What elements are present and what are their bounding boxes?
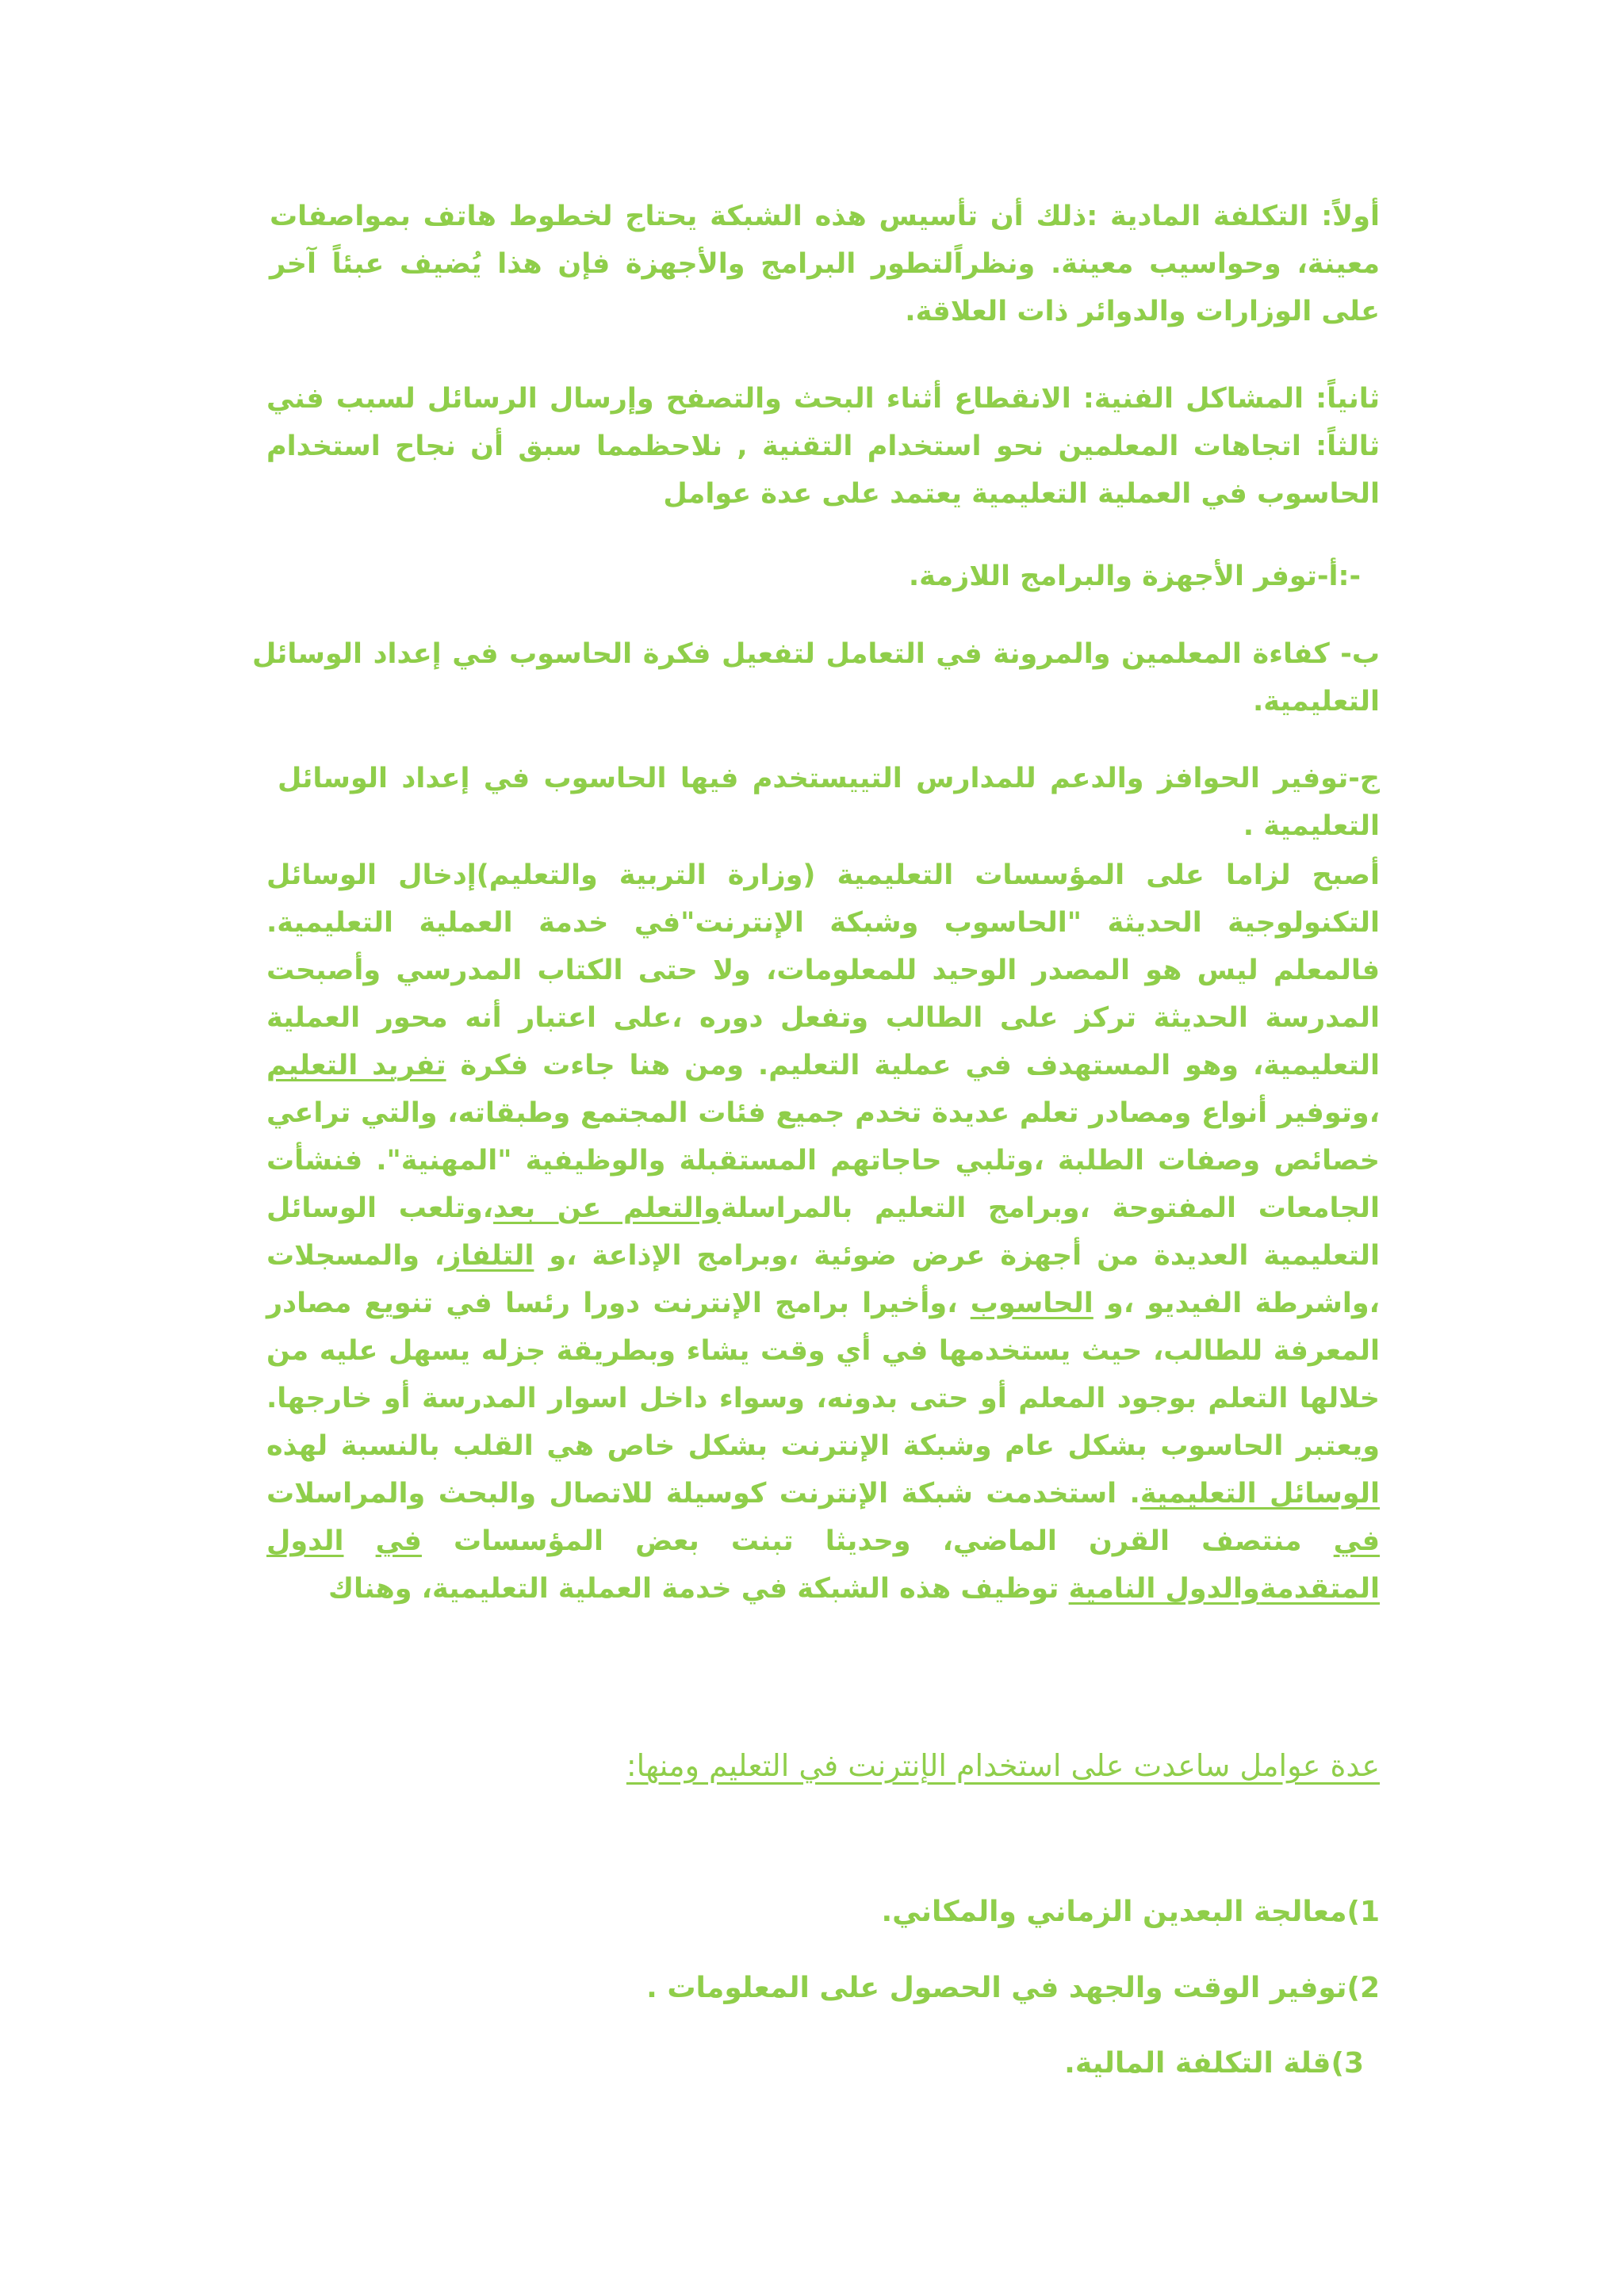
paragraph-technical-problems: ثانياً: المشاكل الفنية: الانقطاع أثناء البحث والتصفح وإرسال الرسائل لسبب فني ثالثاً: اتجاهات المعلمين نحو استخدام التقنية , نلاحظمما سبق أن نجاح استخدام الحاسوب في العملية التعليمية يعتمد على عدة عوامل [266,383,1380,510]
main-text-9: توظيف هذه الشبكة في خدمة العملية التعليمية، وهناك [327,1573,1069,1605]
point-a-devices: -:أ-توفر الأجهزة والبرامج اللازمة. [908,561,1361,592]
link-computer[interactable]: الحاسوب [970,1288,1094,1319]
main-text-2: ،وتوفير أنواع ومصادر تعلم عديدة تخدم جميع فئات المجتمع وطبقاته، والتي تراعي خصائص وصفات الطلبة ،وتلبي حاجاتهم المستقبلة والوظيفية "المهنية". فنشأت الجامعات المفتوحة ،وبرامج التعليم بالمراسلة [266,1097,1380,1224]
main-text-6: . استخدمت شبكة الإنترنت كوسيلة للاتصال والبحث والمراسلات [266,1478,1140,1510]
list-item-3: 3)قلة التكلفة المالية. [1064,2047,1364,2080]
point-c-incentives: ج-توفير الحوافز والدعم للمدارس التييستخدم فيها الحاسوب في إعداد الوسائل التعليمية . [278,763,1380,842]
link-in-1[interactable]: في [1333,1525,1380,1557]
link-individualized-learning[interactable]: تفريد التعليم [266,1050,446,1081]
factors-heading: عدة عوامل ساعدت على استخدام الإنترنت في التعليم ومنها: [626,1748,1380,1783]
link-television[interactable]: التلفاز [445,1240,534,1272]
link-developed-countries[interactable]: الدول المتقدمة [266,1525,1380,1605]
list-item-1: 1)معالجة البعدين الزماني والمكاني. [881,1896,1380,1928]
paragraph-material-cost: أولاً: التكلفة المادية :ذلك أن تأسيس هذه الشبكة يحتاج لخطوط هاتف بمواصفات معينة، وحواسيب معينة. ونظراًلتطور البرامج والأجهزة فإن هذا يُضيف عبئاً آخر على الوزارات والدوائر ذات العلاقة. [270,201,1380,327]
main-text-4: ، والمسجلات ،واشرطة الفيديو ،و [266,1240,1380,1319]
main-text-8 [343,1525,375,1557]
list-item-2: 2)توفير الوقت والجهد في الحصول على المعلومات . [646,1972,1380,2004]
main-text-3: ،وتلعب الوسائل التعليمية العديدة من أجهزة عرض ضوئية ،وبرامج الإذاعة ،و [266,1192,1380,1272]
main-text-5: ،وأخيرا برامج الإنترنت دورا رئسا في تنويع مصادر المعرفة للطالب، حيث يستخدمها في أي وقت يشاء وبطريقة جزله يسهل عليه من خلالها التعلم بوجود المعلم أو حتى بدونه، وسواء داخل اسوار المدرسة أو خارجها. ويعتبر الحاسوب بشكل عام وشبكة الإنترنت بشكل خاص هي القلب بالنسبة لهذه [266,1288,1380,1462]
main-paragraph [266,851,1380,1613]
link-distance-learning[interactable]: والتعلم عن بعد [493,1192,721,1224]
link-in-2[interactable]: في [375,1525,422,1557]
link-developing-countries[interactable]: والدول النامية [1068,1573,1260,1605]
point-b-teacher-efficiency: ب- كفاءة المعلمين والمرونة في التعامل لتفعيل فكرة الحاسوب في إعداد الوسائل التعليمية. [252,638,1380,718]
main-text-1: أصبح لزاما على المؤسسات التعليمية (وزارة التربية والتعليم)إدخال الوسائل التكنولوجية الحديثة "الحاسوب وشبكة الإنترنت"في خدمة العملية التعليمية. فالمعلم ليس هو المصدر الوحيد للمعلومات، ولا حتى الكتاب المدرسي وأصبحت المدرسة الحديثة تركز على الطالب وتفعل دوره ،على اعتبار أنه محور العملية التعليمية، وهو المستهدف في عملية التعليم. ومن هنا جاءت فكرة [266,859,1380,1081]
link-educational-media[interactable]: الوسائل التعليمية [1139,1478,1380,1510]
main-text-7: منتصف القرن الماضي، وحديثا تبنت بعض المؤسسات [421,1525,1334,1557]
